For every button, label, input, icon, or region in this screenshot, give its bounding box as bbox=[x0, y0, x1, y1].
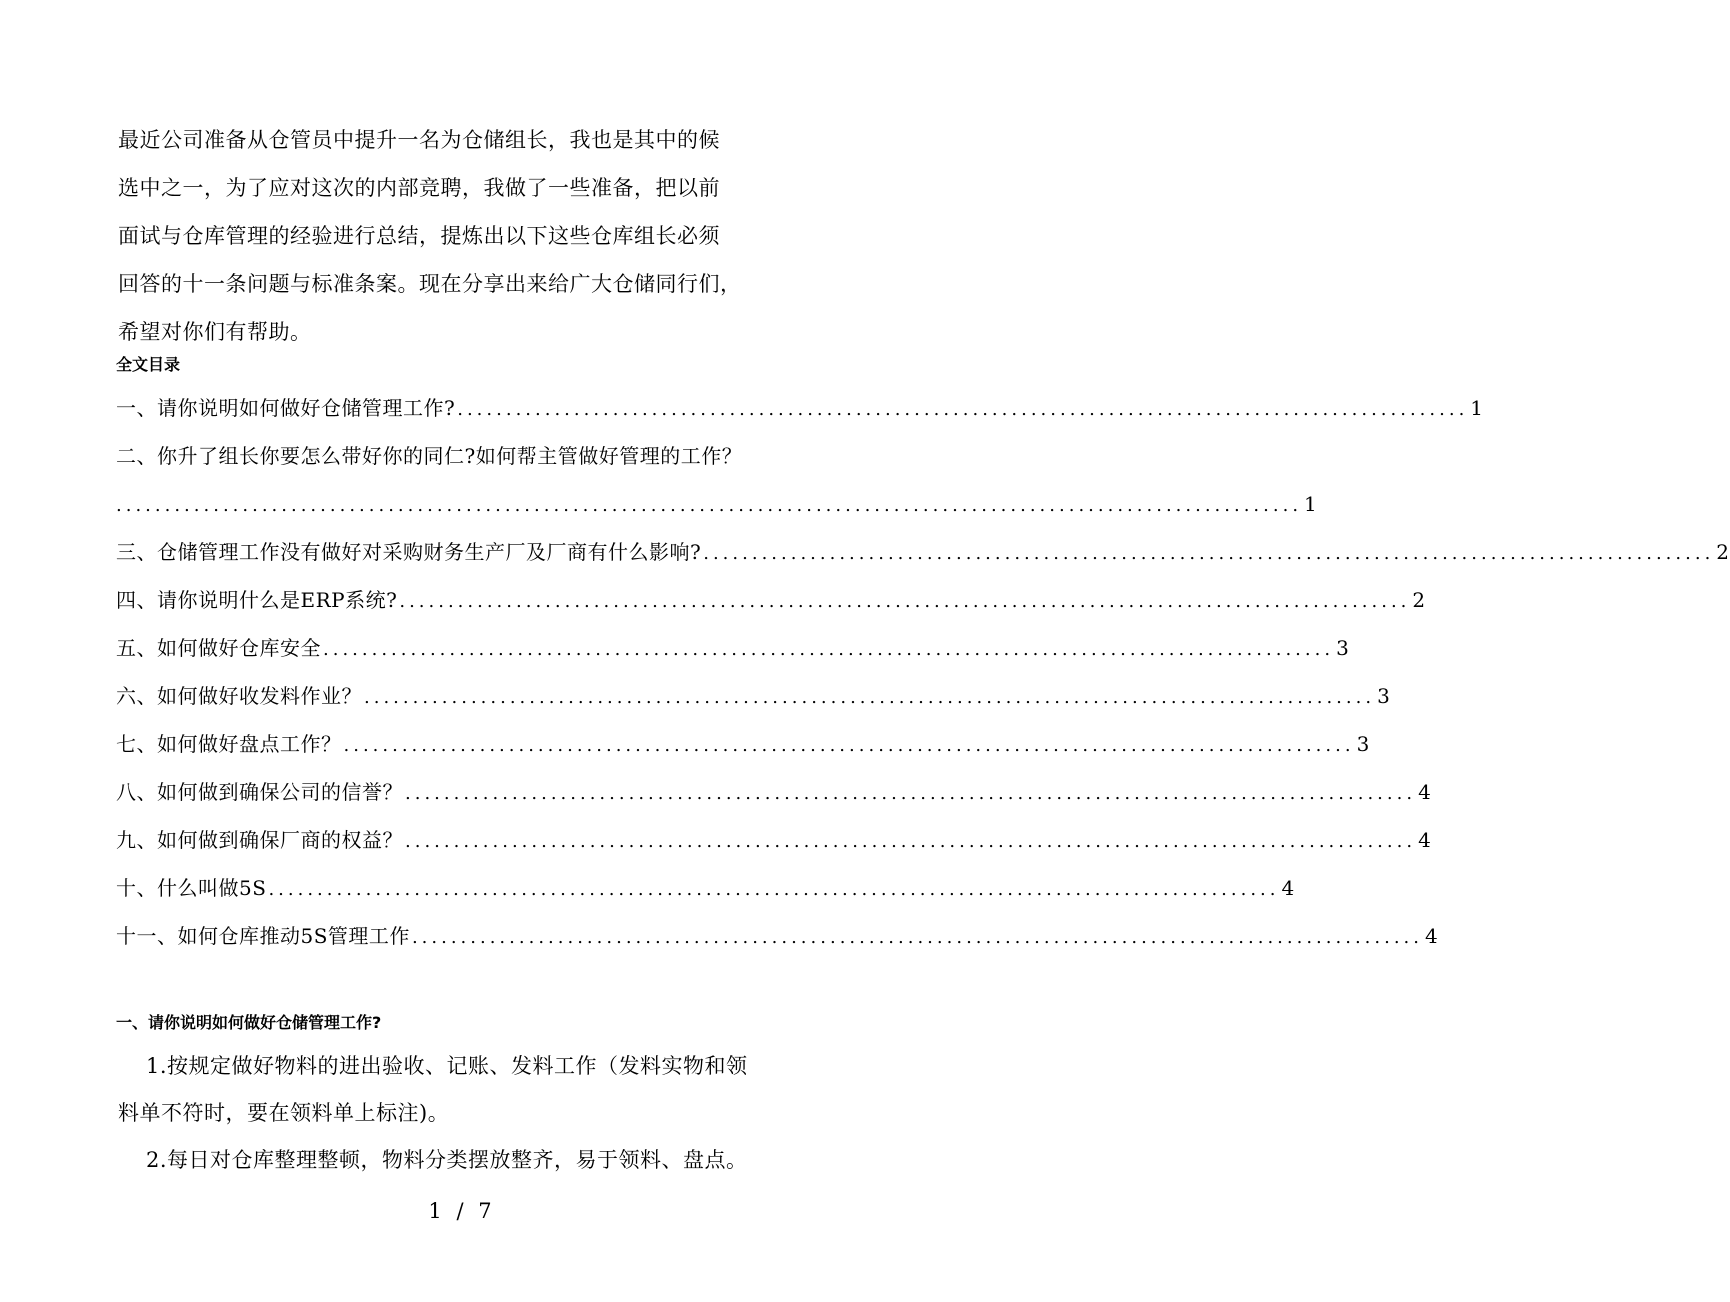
toc-leader-dots: ........................................................................................................ bbox=[268, 879, 1280, 900]
body-line: 2.每日对仓库整理整顿，物料分类摆放整齐，易于领料、盘点。 bbox=[146, 1148, 748, 1172]
page-separator: / bbox=[456, 1199, 464, 1223]
toc-entry-continuation[interactable] bbox=[116, 480, 1318, 528]
toc-leader-dots: ........................................................................................................ bbox=[703, 543, 1715, 564]
toc-entry[interactable] bbox=[116, 720, 1370, 768]
toc-leader-dots: ........................................................................................................ bbox=[405, 831, 1417, 852]
toc-leader-dots: ........................................................................................................ bbox=[457, 399, 1469, 420]
toc-entry-title: 八、如何做到确保公司的信誉？ bbox=[116, 780, 403, 804]
toc-entry[interactable] bbox=[116, 672, 1391, 720]
toc-entry-page: 1 bbox=[1470, 396, 1484, 420]
intro-line: 面试与仓库管理的经验进行总结，提炼出以下这些仓库组长必须 bbox=[118, 224, 720, 248]
current-page: 1 bbox=[428, 1199, 442, 1223]
intro-paragraph bbox=[118, 116, 798, 356]
toc-entry[interactable] bbox=[116, 576, 1426, 624]
toc-entry-title: 六、如何做好收发料作业？ bbox=[116, 684, 362, 708]
toc-entry[interactable] bbox=[116, 384, 1484, 432]
page-number bbox=[0, 1196, 920, 1226]
toc-entry-title: 一、请你说明如何做好仓储管理工作? bbox=[116, 396, 456, 420]
toc-entry-page: 2 bbox=[1412, 588, 1426, 612]
toc-leader-dots: ........................................................................................................ bbox=[323, 639, 1335, 660]
toc-entry-title: 三、仓储管理工作没有做好对采购财务生产厂及厂商有什么影响? bbox=[116, 540, 702, 564]
toc-entry-title: 九、如何做到确保厂商的权益？ bbox=[116, 828, 403, 852]
toc-entry[interactable] bbox=[116, 528, 1730, 576]
toc-leader-dots: ........................................................................................................ bbox=[405, 783, 1417, 804]
toc-heading: 全文目录 bbox=[116, 355, 181, 374]
total-pages: 7 bbox=[478, 1199, 492, 1223]
toc-entry[interactable] bbox=[116, 432, 858, 480]
toc-entry-page: 4 bbox=[1418, 780, 1432, 804]
section-body bbox=[118, 1043, 818, 1184]
section-heading: 一、请你说明如何做好仓储管理工作? bbox=[116, 1013, 382, 1032]
toc-leader-dots: ........................................................................................................ bbox=[343, 735, 1355, 756]
toc-entry-title: 七、如何做好盘点工作？ bbox=[116, 732, 342, 756]
toc-leader-dots: ........................................................................................................ bbox=[399, 591, 1411, 612]
body-line: 1.按规定做好物料的进出验收、记账、发料工作（发料实物和领 bbox=[146, 1054, 748, 1078]
toc-entry-page: 3 bbox=[1336, 636, 1350, 660]
toc-entry[interactable] bbox=[116, 864, 1295, 912]
intro-line: 最近公司准备从仓管员中提升一名为仓储组长，我也是其中的候 bbox=[118, 128, 720, 152]
toc-entry[interactable] bbox=[116, 768, 1432, 816]
toc-leader-dots: .......................................................................................................................... bbox=[116, 495, 1303, 516]
toc-entry-page: 3 bbox=[1377, 684, 1391, 708]
table-of-contents bbox=[116, 384, 1730, 960]
toc-entry-page: 4 bbox=[1418, 828, 1432, 852]
toc-entry-title: 五、如何做好仓库安全 bbox=[116, 636, 321, 660]
toc-entry-page: 1 bbox=[1304, 492, 1318, 516]
toc-entry-page: 2 bbox=[1716, 540, 1730, 564]
intro-line: 希望对你们有帮助。 bbox=[118, 320, 312, 344]
toc-entry[interactable] bbox=[116, 912, 1439, 960]
body-line: 料单不符时，要在领料单上标注)。 bbox=[118, 1101, 450, 1125]
toc-entry-title: 四、请你说明什么是ERP系统? bbox=[116, 588, 398, 612]
toc-entry-page: 3 bbox=[1356, 732, 1370, 756]
toc-entry-title: 十一、如何仓库推动5S管理工作 bbox=[116, 924, 410, 948]
toc-entry-page: 4 bbox=[1425, 924, 1439, 948]
toc-entry-title: 十、什么叫做5S bbox=[116, 876, 267, 900]
toc-entry-page: 4 bbox=[1281, 876, 1295, 900]
toc-entry-title: 二、你升了组长你要怎么带好你的同仁?如何帮主管做好管理的工作？ bbox=[116, 444, 743, 468]
intro-line: 回答的十一条问题与标准条案。现在分享出来给广大仓储同行们， bbox=[118, 272, 742, 296]
intro-line: 选中之一，为了应对这次的内部竞聘，我做了一些准备，把以前 bbox=[118, 176, 720, 200]
toc-leader-dots: ........................................................................................................ bbox=[364, 687, 1376, 708]
toc-entry[interactable] bbox=[116, 624, 1350, 672]
toc-entry[interactable] bbox=[116, 816, 1432, 864]
toc-leader-dots: ........................................................................................................ bbox=[411, 927, 1423, 948]
